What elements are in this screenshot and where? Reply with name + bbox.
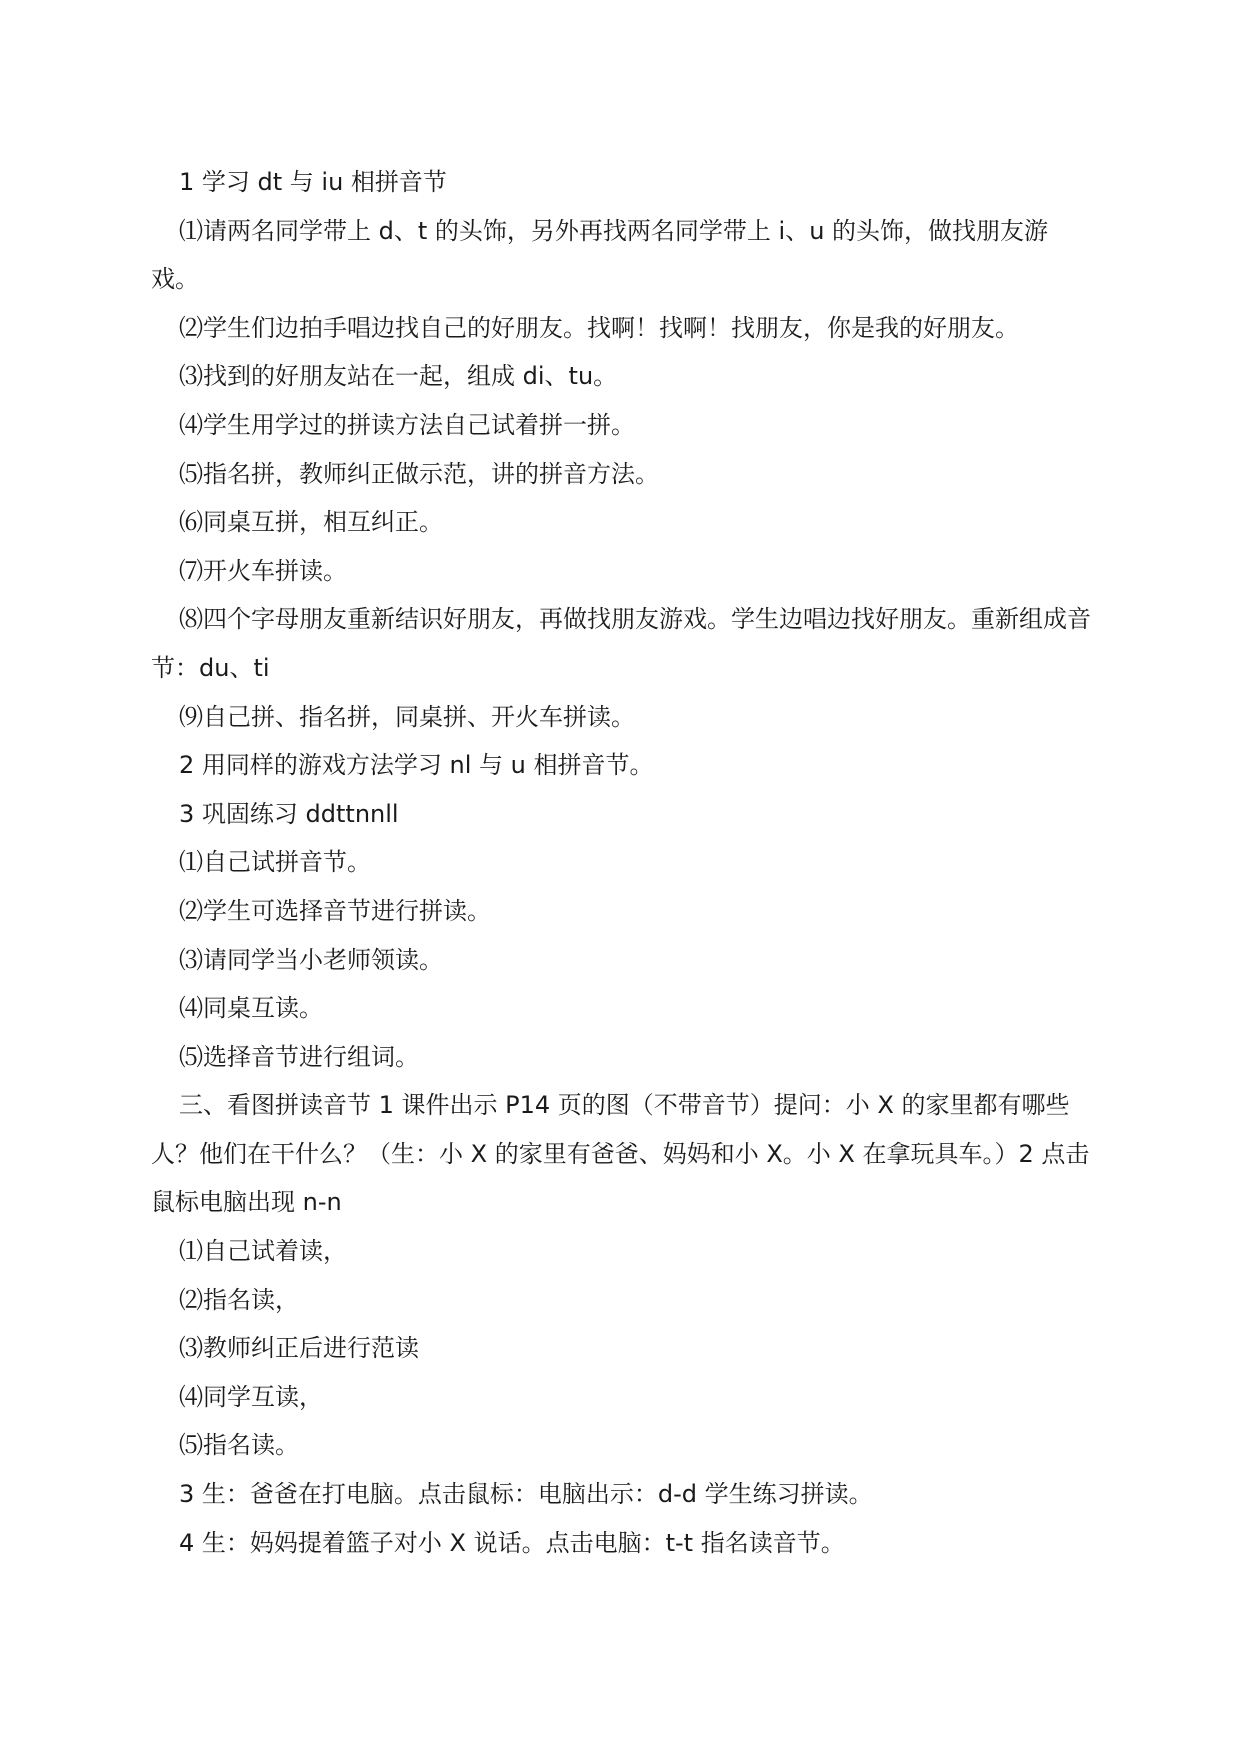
step-1-8: ⑻四个字母朋友重新结识好朋友，再做找朋友游戏。学生边唱边找好朋友。重新组成音节：du、ti (151, 605, 1091, 682)
step-3-5: ⑸选择音节进行组词。 (179, 1042, 419, 1071)
step-1-7: ⑺开火车拼读。 (179, 556, 347, 585)
step-1-6: ⑹同桌互拼，相互纠正。 (179, 508, 443, 537)
step-1-2: ⑵学生们边拍手唱边找自己的好朋友。找啊！找啊！找朋友，你是我的好朋友。 (179, 313, 1019, 342)
step-3-2: ⑵学生可选择音节进行拼读。 (179, 896, 491, 925)
paragraph-item-4: 4 生：妈妈提着篮子对小 X 说话。点击电脑：t-t 指名读音节。 (179, 1528, 845, 1557)
step-part3-5: ⑸指名读。 (179, 1431, 299, 1460)
step-1-4: ⑷学生用学过的拼读方法自己试着拼一拼。 (179, 410, 635, 439)
heading-section-3: 3 巩固练习 ddttnnll (179, 799, 399, 828)
heading-section-1: 1 学习 dt 与 iu 相拼音节 (179, 168, 447, 196)
step-part3-2: ⑵指名读， (179, 1285, 299, 1314)
step-1-3: ⑶找到的好朋友站在一起，组成 di、tu。 (179, 362, 618, 391)
step-3-4: ⑷同桌互读。 (179, 994, 323, 1023)
step-1-9: ⑼自己拼、指名拼，同桌拼、开火车拼读。 (179, 702, 635, 731)
step-part3-3: ⑶教师纠正后进行范读 (179, 1334, 419, 1363)
step-1-5: ⑸指名拼，教师纠正做示范，讲的拼音方法。 (179, 459, 659, 488)
paragraph-item-3: 3 生：爸爸在打电脑。点击鼠标：电脑出示：d-d 学生练习拼读。 (179, 1480, 873, 1509)
step-part3-1: ⑴自己试着读， (179, 1237, 347, 1266)
step-3-1: ⑴自己试拼音节。 (179, 848, 371, 877)
heading-section-2: 2 用同样的游戏方法学习 nl 与 u 相拼音节。 (179, 751, 654, 780)
step-3-3: ⑶请同学当小老师领读。 (179, 945, 443, 974)
step-1-1: ⑴请两名同学带上 d、t 的头饰，另外再找两名同学带上 i、u 的头饰，做找朋友游戏。 (151, 216, 1049, 294)
heading-part-three: 三、看图拼读音节 1 课件出示 P14 页的图（不带音节）提问：小 X 的家里都有哪些人？他们在干什么？（生：小 X 的家里有爸爸、妈妈和小 X。小 X 在拿玩具车。）2 点击鼠标电脑出现 n-n (151, 1091, 1090, 1217)
step-part3-4: ⑷同学互读， (179, 1382, 323, 1411)
document-body (151, 158, 1096, 1567)
